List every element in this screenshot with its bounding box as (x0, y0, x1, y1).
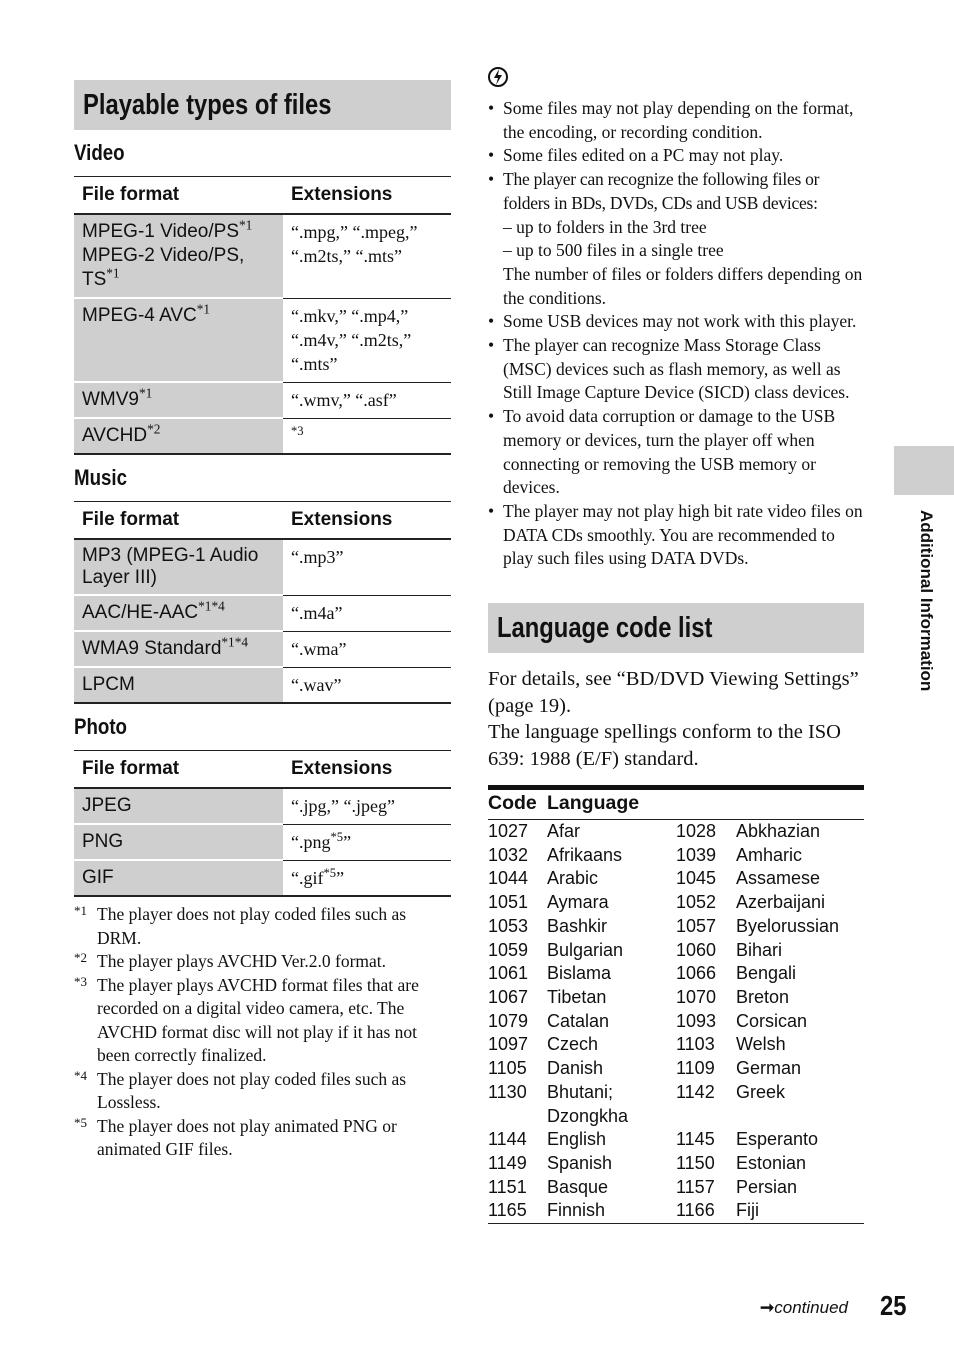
language-code: 1070 (676, 986, 717, 1007)
section-banner-language (488, 603, 864, 653)
language-code: 1150 (676, 1152, 715, 1173)
language-name: Estonian (736, 1152, 807, 1173)
footnote: *2 The player plays AVCHD Ver.2.0 format. (74, 950, 387, 971)
extension-cell: “.mkv,” “.mp4,” “.m4v,” “.m2ts,” “.mts” (283, 298, 451, 382)
language-intro: For details, see “BD/DVD Viewing Settings” (page 19). The language spellings conform to the ISO 639: 1988 (E/F) standard. (488, 668, 859, 770)
language-name: Bislama (547, 963, 612, 984)
language-code: 1103 (676, 1034, 715, 1055)
language-name: English (547, 1129, 607, 1150)
music-heading: Music (74, 465, 128, 490)
table-row (488, 915, 864, 939)
language-name: Bengali (736, 963, 797, 984)
language-code: 1057 (676, 915, 717, 936)
language-code: 1166 (676, 1199, 736, 1223)
footnotes (74, 903, 451, 1162)
table-row (488, 1081, 864, 1128)
table-row (74, 382, 451, 418)
table-row (488, 1128, 864, 1152)
extension-cell: “.png$^{*5}$” (283, 824, 451, 860)
format-cell: WMA9 Standard$^{*1*4}$ (74, 631, 283, 667)
table-row (488, 1010, 864, 1034)
side-tab (894, 446, 954, 495)
language-code: 1045 (676, 868, 717, 889)
list-item: • Some USB devices may not work with this player. (488, 310, 864, 334)
table-row (74, 539, 451, 595)
list-item: • The player may not play high bit rate video files on DATA CDs smoothly. You are recommended to play such files using DATA DVDs. (488, 500, 864, 571)
table-row (74, 418, 451, 454)
language-code: 1060 (676, 939, 717, 960)
language-code: 1144 (488, 1129, 527, 1150)
table-row (488, 844, 864, 868)
language-name: Corsican (736, 1010, 808, 1031)
table-row (74, 595, 451, 631)
language-name: Persian (736, 1176, 798, 1197)
format-cell: MP3 (MPEG-1 Audio Layer III) (74, 539, 283, 595)
col-header-language: Language (547, 788, 864, 820)
language-name: Tibetan (547, 986, 607, 1007)
language-name: Aymara (547, 892, 609, 913)
format-cell: MPEG-1 Video/PS$^{*1}$ MPEG-2 Video/PS, TS$^{*1}$ (74, 214, 283, 298)
section-banner-playable (74, 80, 451, 130)
language-code: 1142 (676, 1081, 715, 1102)
language-name: Bhutani; Dzongkha (547, 1081, 629, 1126)
format-cell: AVCHD$^{*2}$ (74, 418, 283, 454)
section-title: Language code list (497, 611, 713, 644)
language-code-table (488, 785, 864, 1224)
language-name: Azerbaijani (736, 892, 826, 913)
tip-icon (488, 66, 508, 88)
col-header-extensions: Extensions (283, 751, 451, 789)
format-cell: JPEG (74, 788, 283, 824)
extension-cell: “.wmv,” “.asf” (283, 382, 451, 418)
language-name: German (736, 1058, 802, 1079)
language-code: 1109 (676, 1058, 715, 1079)
footnote: *4 The player does not play coded files such as Lossless. (74, 1067, 407, 1112)
music-table (74, 501, 451, 704)
col-header-format: File format (74, 751, 283, 789)
table-row (74, 824, 451, 860)
arrow-right-icon: ➞ (760, 1298, 775, 1317)
extension-cell: “.m4a” (283, 595, 451, 631)
table-row (488, 867, 864, 891)
language-name: Byelorussian (736, 915, 840, 936)
language-name: Catalan (547, 1010, 610, 1031)
language-name: Breton (736, 986, 790, 1007)
language-code: 1059 (488, 939, 529, 960)
language-code: 1105 (488, 1058, 527, 1079)
language-name: Arabic (547, 868, 599, 889)
format-cell: PNG (74, 824, 283, 860)
list-item: • The player can recognize the following files or folders in BDs, DVDs, CDs and USB devices: – up to folders in the 3rd tree – up to 500 files in a single tree The number of files or folders differs depending on the conditions. (488, 168, 864, 310)
footnote: *5 The player does not play animated PNG or animated GIF files. (74, 1114, 397, 1159)
language-code: 1067 (488, 986, 529, 1007)
table-row (488, 962, 864, 986)
language-name: Bihari (736, 939, 783, 960)
language-name: Czech (547, 1034, 599, 1055)
continued-indicator: ➞continued (760, 1298, 848, 1317)
extension-cell: *3 (283, 418, 451, 454)
extension-cell: “.wma” (283, 631, 451, 667)
video-heading: Video (74, 140, 125, 165)
language-name: Danish (547, 1058, 604, 1079)
tips-list (488, 97, 864, 571)
language-name: Bulgarian (547, 939, 624, 960)
video-table (74, 176, 451, 455)
table-row (74, 788, 451, 824)
extension-cell: “.jpg,” “.jpeg” (283, 788, 451, 824)
format-cell: WMV9$^{*1}$ (74, 382, 283, 418)
table-row (74, 860, 451, 896)
table-row (488, 1176, 864, 1200)
language-code: 1051 (488, 892, 529, 913)
language-code: 1028 (676, 821, 717, 842)
table-row (74, 214, 451, 298)
table-row (488, 891, 864, 915)
language-name: Greek (736, 1081, 786, 1102)
language-name: Finnish (547, 1199, 676, 1223)
footnote: *3 The player plays AVCHD format files that are recorded on a digital video camera, etc. The AVCHD format disc will not play if it has not been correctly finalized. (74, 973, 419, 1065)
language-name: Welsh (736, 1034, 786, 1055)
list-item: • The player can recognize Mass Storage Class (MSC) devices such as flash memory, as well as Still Image Capture Device (SICD) class devices. (488, 334, 864, 405)
language-code: 1165 (488, 1199, 547, 1223)
language-code: 1093 (676, 1010, 717, 1031)
extension-cell: “.wav” (283, 667, 451, 703)
list-item: • Some files may not play depending on the format, the encoding, or recording condition. (488, 97, 864, 144)
format-cell: MPEG-4 AVC$^{*1}$ (74, 298, 283, 382)
list-item: • Some files edited on a PC may not play. (488, 144, 864, 168)
language-code: 1130 (488, 1081, 527, 1102)
language-code: 1027 (488, 821, 529, 842)
col-header-extensions: Extensions (283, 177, 451, 215)
table-row (74, 631, 451, 667)
col-header-code: Code (488, 788, 547, 820)
format-cell: AAC/$HE-AAC^{*1*4}$ (74, 595, 283, 631)
table-row (488, 820, 864, 844)
language-name: Basque (547, 1176, 609, 1197)
extension-cell: “.gif$^{*5}$” (283, 860, 451, 896)
photo-heading: Photo (74, 714, 127, 739)
table-row (488, 1152, 864, 1176)
language-code: 1039 (676, 844, 717, 865)
extension-cell: “.mpg,” “.mpeg,” “.m2ts,” “.mts” (283, 214, 451, 298)
col-header-format: File format (74, 177, 283, 215)
right-column (488, 66, 864, 1224)
language-name: Amharic (736, 844, 803, 865)
language-name: Afar (547, 821, 581, 842)
extension-cell: “.mp3” (283, 539, 451, 595)
language-code: 1149 (488, 1152, 527, 1173)
table-row (74, 298, 451, 382)
language-name: Assamese (736, 868, 821, 889)
language-name: Esperanto (736, 1129, 819, 1150)
section-title: Playable types of files (83, 88, 332, 121)
page-number: 25 (880, 1290, 907, 1321)
col-header-format: File format (74, 502, 283, 540)
list-item: • To avoid data corruption or damage to the USB memory or devices, turn the player off when connecting or removing the USB memory or devices. (488, 405, 864, 500)
language-name: Spanish (547, 1152, 613, 1173)
table-row (488, 1199, 864, 1223)
photo-table (74, 750, 451, 897)
language-code: 1145 (676, 1129, 715, 1150)
language-code: 1032 (488, 844, 529, 865)
table-row (488, 986, 864, 1010)
table-row (488, 1057, 864, 1081)
table-row (488, 939, 864, 963)
col-header-extensions: Extensions (283, 502, 451, 540)
language-code: 1053 (488, 915, 529, 936)
language-code: 1157 (676, 1176, 715, 1197)
table-row (488, 1033, 864, 1057)
language-code: 1066 (676, 963, 717, 984)
table-row (74, 667, 451, 703)
language-code: 1079 (488, 1010, 529, 1031)
language-code: 1044 (488, 868, 529, 889)
language-code: 1151 (488, 1176, 527, 1197)
language-name: Afrikaans (547, 844, 623, 865)
left-column (74, 80, 451, 1162)
language-name: Bashkir (547, 915, 608, 936)
language-name: Fiji (736, 1199, 864, 1223)
language-code: 1052 (676, 892, 717, 913)
language-code: 1097 (488, 1034, 529, 1055)
format-cell: LPCM (74, 667, 283, 703)
format-cell: GIF (74, 860, 283, 896)
language-name: Abkhazian (736, 821, 821, 842)
footnote: *1 The player does not play coded files such as DRM. (74, 903, 407, 948)
side-tab-label: Additional Information (917, 510, 936, 692)
language-code: 1061 (488, 963, 529, 984)
